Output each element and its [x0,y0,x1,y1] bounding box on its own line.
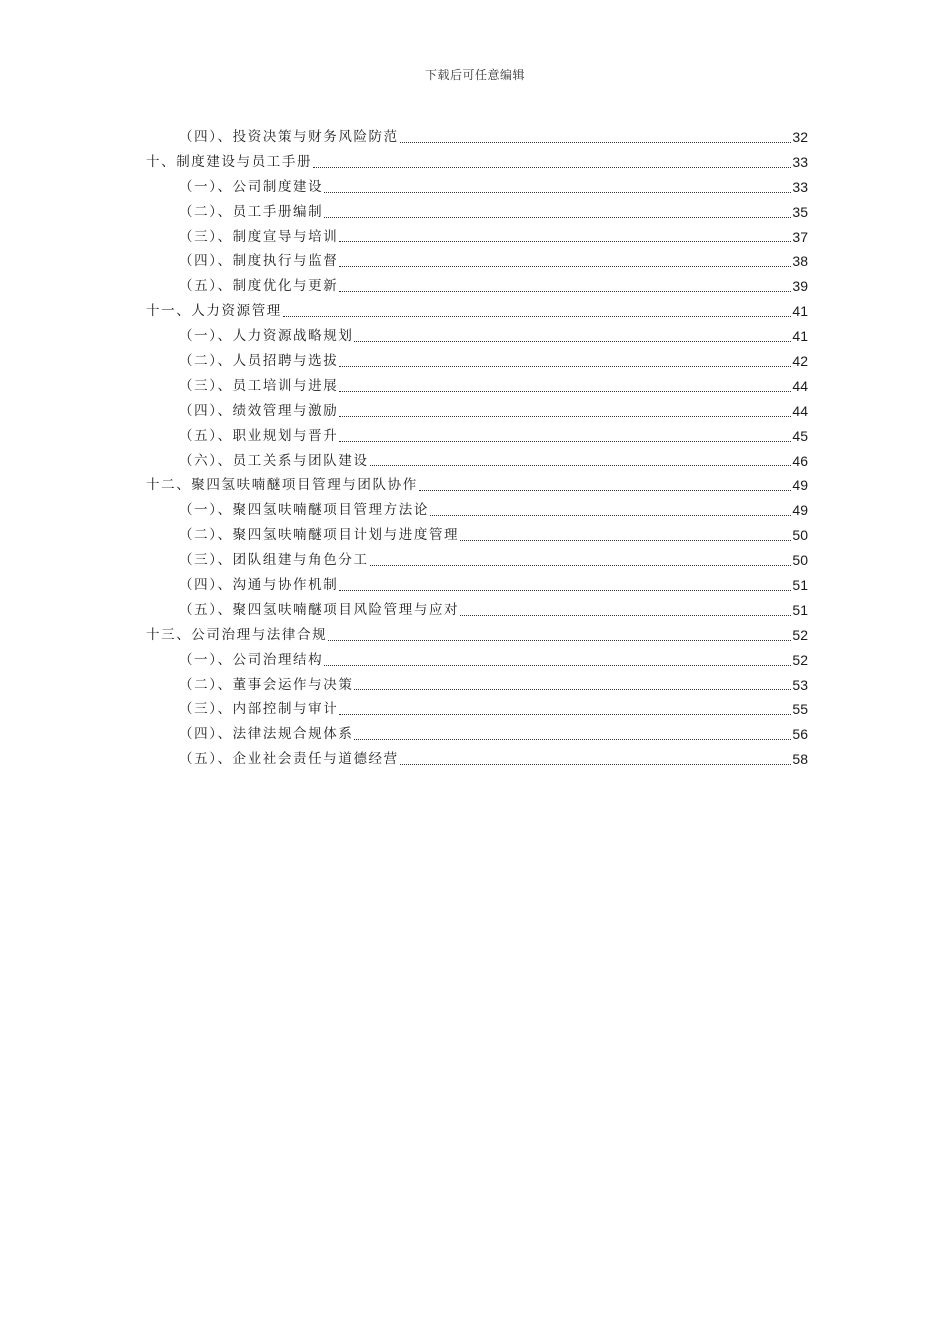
toc-dot-leader [370,565,792,566]
toc-entry-page-number: 50 [792,552,808,569]
toc-entry-title: 十三、公司治理与法律合规 [146,626,328,643]
toc-entry-title: （三）、内部控制与审计 [179,701,339,718]
toc-dot-leader [460,615,791,616]
toc-entry-page-number: 51 [792,601,808,618]
toc-section-entry[interactable] [146,697,808,722]
toc-entry-title: 十二、聚四氢呋喃醚项目管理与团队协作 [146,477,418,494]
toc-section-entry[interactable] [146,424,808,449]
toc-entry-page-number: 56 [792,726,808,743]
table-of-contents [146,125,808,772]
toc-section-entry[interactable] [146,498,808,523]
toc-entry-page-number: 50 [792,527,808,544]
toc-dot-leader [430,515,791,516]
toc-entry-title: （六）、员工关系与团队建设 [179,452,369,469]
toc-entry-title: （四）、制度执行与监督 [179,253,339,270]
toc-chapter-entry[interactable] [146,623,808,648]
toc-dot-leader [313,167,791,168]
toc-dot-leader [339,416,791,417]
toc-dot-leader [339,366,791,367]
toc-section-entry[interactable] [146,722,808,747]
toc-section-entry[interactable] [146,449,808,474]
toc-section-entry[interactable] [146,399,808,424]
toc-entry-page-number: 55 [792,701,808,718]
toc-dot-leader [419,490,792,491]
toc-dot-leader [324,665,791,666]
toc-entry-title: （三）、制度宣导与培训 [179,228,339,245]
toc-entry-title: （四）、绩效管理与激励 [179,402,339,419]
toc-entry-page-number: 32 [792,128,808,145]
toc-entry-title: （四）、沟通与协作机制 [179,577,339,594]
toc-dot-leader [339,714,791,715]
toc-entry-page-number: 58 [792,751,808,768]
toc-section-entry[interactable] [146,324,808,349]
toc-section-entry[interactable] [146,175,808,200]
page-header: 下载后可任意编辑 [424,68,525,82]
toc-chapter-entry[interactable] [146,473,808,498]
toc-section-entry[interactable] [146,225,808,250]
toc-entry-page-number: 42 [792,353,808,369]
toc-entry-title: （二）、聚四氢呋喃醚项目计划与进度管理 [179,527,460,544]
toc-entry-page-number: 52 [792,626,808,643]
toc-dot-leader [339,590,791,591]
toc-entry-page-number: 52 [792,651,808,668]
toc-dot-leader [354,689,791,690]
toc-dot-leader [339,241,791,242]
toc-section-entry[interactable] [146,274,808,299]
toc-dot-leader [339,291,791,292]
toc-entry-title: （一）、人力资源战略规划 [179,328,354,345]
toc-entry-title: 十、制度建设与员工手册 [146,153,313,170]
toc-entry-page-number: 49 [792,502,808,519]
toc-entry-title: （四）、投资决策与财务风险防范 [179,128,399,145]
toc-dot-leader [324,192,791,193]
toc-entry-page-number: 44 [792,402,808,419]
toc-dot-leader [460,540,791,541]
toc-dot-leader [283,316,792,317]
toc-section-entry[interactable] [146,523,808,548]
toc-section-entry[interactable] [146,747,808,772]
toc-chapter-entry[interactable] [146,299,808,324]
toc-entry-page-number: 37 [792,228,808,245]
toc-entry-page-number: 46 [792,452,808,469]
toc-entry-page-number: 41 [792,303,808,320]
toc-dot-leader [354,341,791,342]
toc-entry-page-number: 41 [792,328,808,345]
toc-entry-title: （四）、法律法规合规体系 [179,726,354,743]
toc-dot-leader [324,217,791,218]
toc-entry-page-number: 39 [792,278,808,295]
toc-section-entry[interactable] [146,374,808,399]
toc-section-entry[interactable] [146,673,808,698]
toc-entry-title: （三）、团队组建与角色分工 [179,552,369,569]
toc-entry-title: （二）、员工手册编制 [179,203,324,220]
toc-chapter-entry[interactable] [146,150,808,175]
toc-entry-title: （五）、制度优化与更新 [179,278,339,295]
toc-entry-page-number: 35 [792,203,808,220]
toc-entry-title: （五）、职业规划与晋升 [179,427,339,444]
toc-dot-leader [354,739,791,740]
toc-dot-leader [328,640,791,641]
toc-section-entry[interactable] [146,648,808,673]
toc-entry-title: （一）、聚四氢呋喃醚项目管理方法论 [179,502,429,519]
toc-dot-leader [339,266,791,267]
toc-section-entry[interactable] [146,249,808,274]
toc-section-entry[interactable] [146,200,808,225]
toc-entry-title: （一）、公司治理结构 [179,651,324,668]
toc-entry-title: （二）、人员招聘与选拔 [179,353,339,369]
toc-section-entry[interactable] [146,125,808,150]
toc-entry-page-number: 33 [792,153,808,170]
toc-entry-page-number: 53 [792,676,808,693]
toc-dot-leader [400,764,792,765]
toc-entry-title: （五）、企业社会责任与道德经营 [179,751,399,768]
toc-section-entry[interactable] [146,573,808,598]
toc-entry-page-number: 49 [792,477,808,494]
toc-entry-page-number: 51 [792,577,808,594]
toc-section-entry[interactable] [146,349,808,374]
toc-entry-page-number: 44 [792,377,808,394]
toc-dot-leader [400,142,792,143]
toc-entry-title: （一）、公司制度建设 [179,178,324,195]
toc-entry-title: 十一、人力资源管理 [146,303,282,320]
toc-entry-page-number: 33 [792,178,808,195]
toc-entry-title: （三）、员工培训与进展 [179,377,339,394]
toc-section-entry[interactable] [146,548,808,573]
toc-entry-page-number: 38 [792,253,808,270]
toc-entry-title: （五）、聚四氢呋喃醚项目风险管理与应对 [179,601,460,618]
toc-section-entry[interactable] [146,598,808,623]
toc-entry-title: （二）、董事会运作与决策 [179,676,354,693]
toc-dot-leader [339,441,791,442]
toc-dot-leader [339,391,791,392]
toc-entry-page-number: 45 [792,427,808,444]
toc-dot-leader [370,465,792,466]
